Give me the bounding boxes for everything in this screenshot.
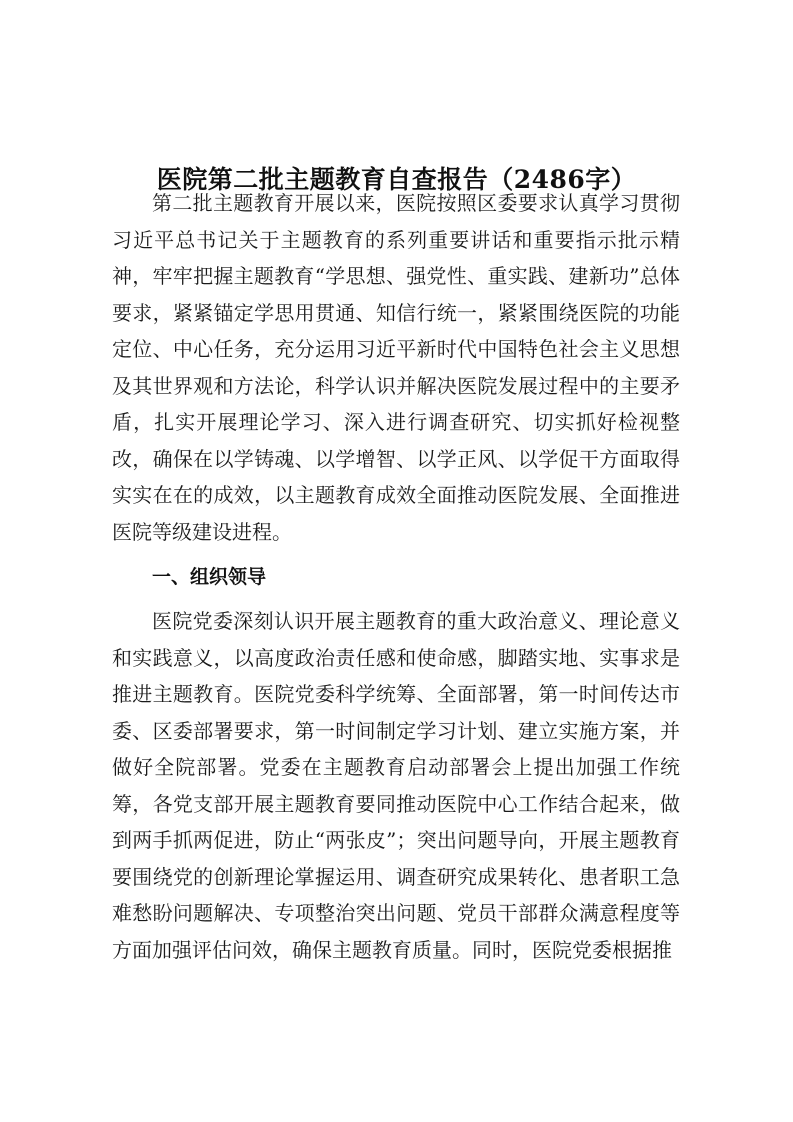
intro-paragraph: 第二批主题教育开展以来，医院按照区委要求认真学习贯彻习近平总书记关于主题教育的系列重要讲话和重要指示批示精神，牢牢把握主题教育“学思想、强党性、重实践、建新功”总体要求，紧紧锚定学思用贯通、知信行统一，紧紧围绕医院的功能定位、中心任务，充分运用习近平新时代中国特色社会主义思想及其世界观和方法论，科学认识并解决医院发展过程中的主要矛盾，扎实开展理论学习、深入进行调查研究、切实抓好检视整改，确保在以学铸魂、以学增智、以学正风、以学促干方面取得实实在在的成效，以主题教育成效全面推动医院发展、全面推进医院等级建设进程。 [112, 191, 680, 544]
section-heading-organization: 一、组织领导 [152, 566, 267, 588]
section-paragraph-organization: 医院党委深刻认识开展主题教育的重大政治意义、理论意义和实践意义，以高度政治责任感和使命感，脚踏实地、实事求是推进主题教育。医院党委科学统筹、全面部署，第一时间传达市委、区委部署要求，第一时间制定学习计划、建立实施方案，并做好全院部署。党委在主题教育启动部署会上提出加强工作统筹，各党支部开展主题教育要同推动医院中心工作结合起来，做到两手抓两促进，防止“两张皮”；突出问题导向，开展主题教育要围绕党的创新理论掌握运用、调查研究成果转化、患者职工急难愁盼问题解决、专项整治突出问题、党员干部群众满意程度等方面加强评估问效，确保主题教育质量。同时，医院党委根据推 [112, 609, 680, 962]
document-title: 医院第二批主题教育自查报告（2486字） [156, 164, 637, 194]
